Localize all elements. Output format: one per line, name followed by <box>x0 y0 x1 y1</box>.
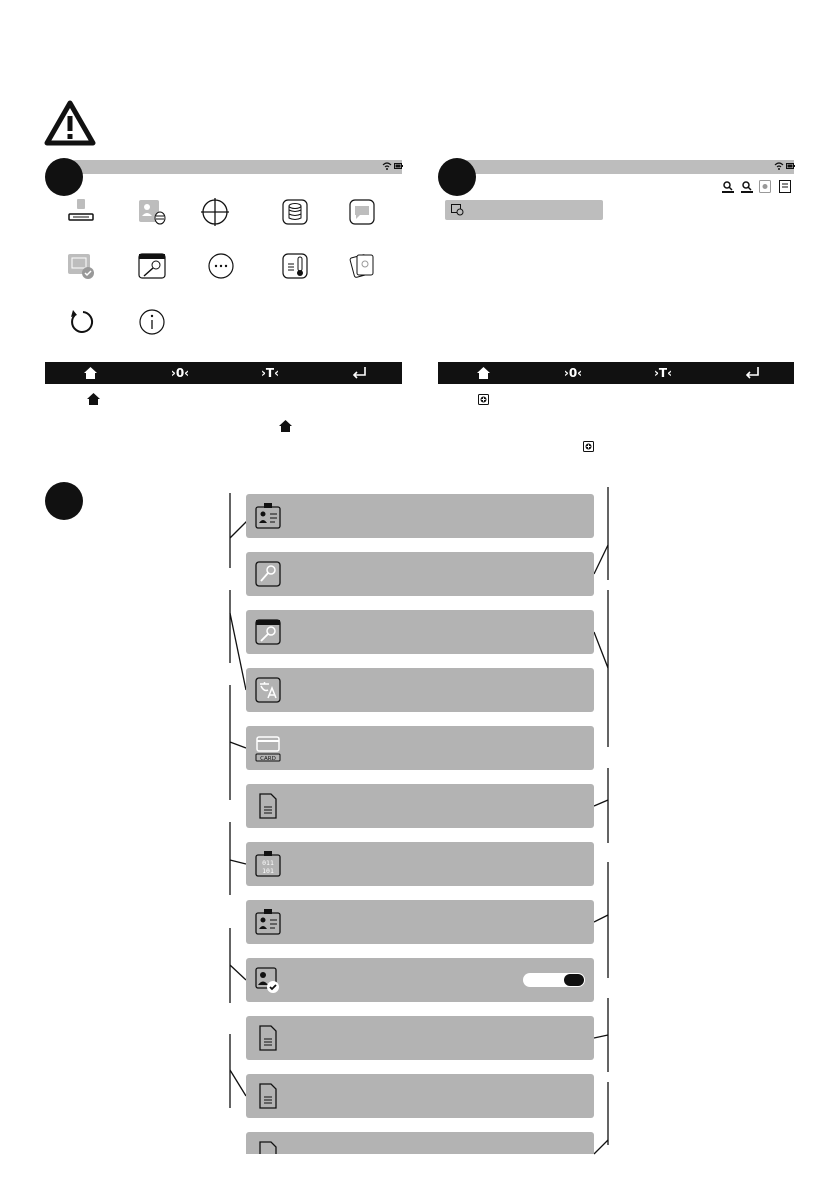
menu-row-translate[interactable] <box>246 668 594 712</box>
document-icon <box>255 1140 281 1154</box>
menu-row-id-badge[interactable] <box>246 494 594 538</box>
document-icon <box>255 1082 281 1110</box>
toggle-knob <box>564 974 584 986</box>
tare-button[interactable]: ›T‹ <box>260 366 280 380</box>
tare-button[interactable]: ›T‹ <box>653 366 673 380</box>
menu-row-key[interactable] <box>246 552 594 596</box>
menu-row-window-key[interactable] <box>246 610 594 654</box>
toggle-switch[interactable] <box>523 973 585 987</box>
menu-row-document-2[interactable] <box>246 1016 594 1060</box>
zero-button[interactable]: ›0‹ <box>563 366 583 380</box>
menu-row-document-3[interactable] <box>246 1074 594 1118</box>
translate-icon <box>255 676 281 704</box>
menu-row-binary-badge[interactable] <box>246 842 594 886</box>
document-icon <box>255 1024 281 1052</box>
id-badge-icon <box>255 908 281 936</box>
window-key-icon <box>255 618 281 646</box>
svg-text:101: 101 <box>262 867 274 875</box>
zero-button[interactable]: ›0‹ <box>170 366 190 380</box>
binary-badge-icon <box>255 850 281 878</box>
user-check-icon <box>255 966 281 994</box>
menu-row-user-check[interactable] <box>246 958 594 1002</box>
menu-row-id-badge-2[interactable] <box>246 900 594 944</box>
document-icon <box>255 792 281 820</box>
menu-row-card[interactable] <box>246 726 594 770</box>
menu-row-document[interactable] <box>246 784 594 828</box>
svg-text:011: 011 <box>262 859 274 867</box>
key-icon <box>255 560 281 588</box>
card-icon <box>255 734 281 762</box>
menu-row-document-4[interactable] <box>246 1132 594 1154</box>
card-icon-text: CARD <box>260 756 276 762</box>
id-badge-icon <box>255 502 281 530</box>
